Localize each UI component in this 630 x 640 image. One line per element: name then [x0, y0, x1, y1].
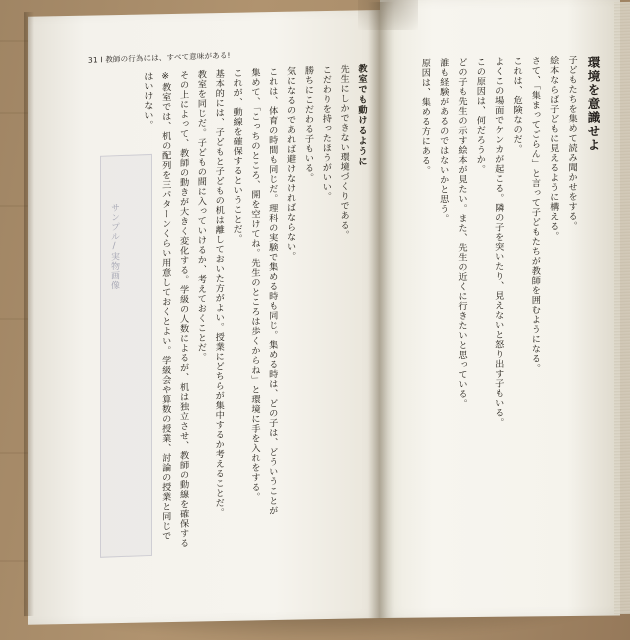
book-left-page — [28, 10, 380, 625]
left-page-column: 教室を同じだ。子どもの間に入っていけるか、考えておくことだ。 — [195, 69, 207, 363]
right-page-column: 絵本ならば子どもに見えるように構える。 — [547, 55, 559, 242]
page-watermark-text: サンプル/実物画像 — [109, 202, 119, 291]
right-page-column: よくこの場面でケンカが起こる。隣の子を突いたり、見えないと怒り出す子もいる。 — [492, 56, 504, 428]
right-page-column: さて、「集まってごらん」と言って子どもたちが教師を囲むようになる。 — [529, 55, 541, 374]
left-page-edge-shadow — [24, 12, 34, 616]
right-page-column: どの子も先生の示す絵本が見たい。また、先生の近くに行きたいと思っている。 — [455, 57, 467, 409]
left-page-column: その上によって、教師の動きが大きく変化する。学級の人数によるが、机は独立させ、教師の動線を確保する — [177, 70, 189, 549]
left-page-content — [28, 10, 380, 625]
right-page-column: 子どもたちを集めて読み聞かせをする。 — [566, 55, 577, 231]
left-page-column: 基本的には、子どもと子どもの机は離しておいた方がよい。授業にどちらが集中するか考えることだ。 — [213, 68, 225, 518]
left-page-column: 先生にしかできない環境づくりである。 — [338, 64, 350, 241]
right-page-text-columns — [413, 55, 578, 528]
right-page-column: これは、危険なのだ。 — [510, 56, 522, 155]
right-page-title: 環境を意識せよ — [586, 55, 601, 153]
left-page-column: 勝ちにこだわる子もいる。 — [302, 65, 314, 183]
left-page-column: こだわりを持ったほうがいい。 — [320, 64, 332, 202]
left-page-column: これが、動線を確保するということだ。 — [231, 68, 243, 245]
open-book — [28, 0, 620, 618]
left-page-column: 気になるのであれば避けなければならない。 — [284, 66, 296, 262]
left-page-running-header: 31 I 教師の行為には、すべて意味がある! — [87, 50, 231, 65]
left-page-heading: 教室でも動けるように — [356, 63, 367, 167]
left-page-column: これは、体育の時間も同じだ。理科の実験で集める時も同じ。集める時は、どの子は、どういうことが — [266, 66, 278, 516]
left-page-column: ※教室では、机の配列を三パターンくらい用意しておくとよい。学級会や算数の授業、討論の授業と同じで — [159, 70, 171, 541]
page-edge-stack — [614, 2, 630, 614]
left-page-text-columns — [50, 63, 368, 595]
right-page-column: 原因は、集める方にある。 — [419, 58, 431, 176]
right-page-content — [380, 0, 620, 618]
right-page-column: 誰も経験があるのではないかと思う。 — [437, 57, 449, 224]
book-right-page — [380, 0, 620, 618]
left-page-column: 集めて、「こっちのところ、開を空けてね。先生のところは歩くからね」と環境に手を入れをする。 — [248, 67, 260, 503]
left-page-column: はいけない。 — [141, 71, 153, 131]
right-page-column: この原因は、何だろうか。 — [474, 56, 486, 175]
spine-top-shadow — [358, 0, 418, 30]
